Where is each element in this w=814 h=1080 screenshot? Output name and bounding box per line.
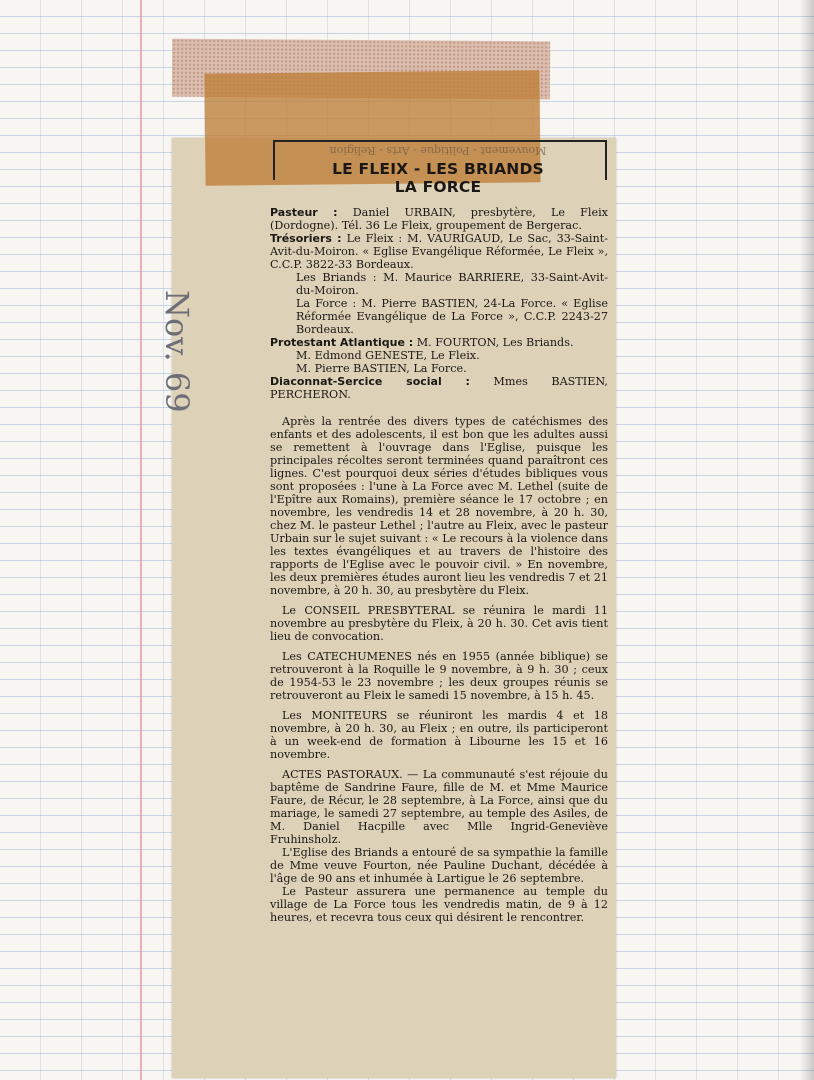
protestant-entry [270,336,608,349]
tresoriers-entry [270,232,608,271]
page-edge-shadow [800,0,814,1080]
protestant-text: M. FOURTON, Les Briands. [416,336,574,349]
paragraph-catechumenes: Les CATECHUMENES nés en 1955 (année biblique) se retrouveront à la Roquille le 9 novembre, à 9 h. 30 ; ceux de 1954-53 le 23 novembre ; les deux groupes réunis se retrouveront au Fleix le samedi 15 novembre, à 15 h. 45. [270,650,608,702]
diaconat-text: Mmes BASTIEN, PERCHERON. [270,375,608,401]
mirrored-header-text: Mouvement - Politique - Arts - Religion [329,144,547,157]
paragraph-briands: L'Eglise des Briands a entouré de sa sympathie la famille de Mme veuve Fourton, née Pauline Duchant, décédée à l'âge de 90 ans et inhumée à Lartigue le 26 septembre. [270,846,608,885]
diaconat-label: Diaconnat-Sercice social : [270,375,470,388]
pasteur-entry [270,206,608,232]
article-title [275,160,601,196]
paragraph-moniteurs: Les MONITEURS se réuniront les mardis 4 et 18 novembre, à 20 h. 30, au Fleix ; en outre, ils participeront à un week-end de formation à Libourne les 15 et 16 novembre. [270,709,608,761]
tresoriers-briands: Les Briands : M. Maurice BARRIERE, 33-Saint-Avit-du-Moiron. [296,271,608,297]
diaconat-entry [270,375,608,401]
article-body [270,206,608,924]
paragraph-actes: ACTES PASTORAUX. — La communauté s'est réjouie du baptême de Sandrine Faure, fille de M. et Mme Maurice Faure, de Récur, le 28 septembre, à La Force, ainsi que du mariage, le samedi 27 septembre, au temple des Asiles, de M. Daniel Hacpille avec Mlle Ingrid-Geneviève Fruhinsholz. [270,768,608,846]
tresoriers-label: Trésoriers : [270,232,342,245]
margin-line [140,0,142,1080]
tresoriers-text: Le Fleix : M. VAURIGAUD, Le Sac, 33-Saint-Avit-du-Moiron. « Eglise Evangélique Réformée, Le Fleix », C.C.P. 3822-33 Bordeaux. [270,232,608,271]
protestant-label: Protestant Atlantique : [270,336,414,349]
handwritten-date: Nov. 69 [158,290,196,413]
paragraph-etudes: Après la rentrée des divers types de catéchismes des enfants et des adolescents, il est bon que les adultes aussi se remettent à l'ouvrage dans l'Eglise, puisque les principales récoltes seront terminées quand paraîtront ces lignes. C'est pourquoi deux séries d'études bibliques vous sont proposées : l'une à La Force avec M. Lethel (suite de l'Epître aux Romains), première séance le 17 octobre ; en novembre, les vendredis 14 et 28 novembre, à 20 h. 30, chez M. le pasteur Lethel ; l'autre au Fleix, avec le pasteur Urbain sur le sujet suivant : « Le recours à la violence dans les textes évangéliques et au travers de l'histoire des rapports de l'Eglise avec le pouvoir civil. » En novembre, les deux premières études auront lieu les vendredis 7 et 21 novembre, à 20 h. 30, au presbytère du Fleix. [270,415,608,597]
paragraph-conseil: Le CONSEIL PRESBYTERAL se réunira le mardi 11 novembre au presbytère du Fleix, à 20 h. 30. Cet avis tient lieu de convocation. [270,604,608,643]
tresoriers-force: La Force : M. Pierre BASTIEN, 24-La Force. « Eglise Réformée Evangélique de La Force », C.C.P. 2243-27 Bordeaux. [296,297,608,336]
pasteur-label: Pasteur : [270,206,338,219]
pasteur-text: Daniel URBAIN, presbytère, Le Fleix (Dordogne). Tél. 36 Le Fleix, groupement de Bergerac. [270,206,608,232]
paragraph-permanence: Le Pasteur assurera une permanence au temple du village de La Force tous les vendredis matin, de 9 à 12 heures, et recevra tous ceux qui désirent le rencontrer. [270,885,608,924]
title-line-1: LE FLEIX - LES BRIANDS [332,160,544,178]
protestant-geneste: M. Edmond GENESTE, Le Fleix. [296,349,480,362]
protestant-bastien: M. Pierre BASTIEN, La Force. [296,362,467,375]
title-line-2: LA FORCE [394,178,482,196]
